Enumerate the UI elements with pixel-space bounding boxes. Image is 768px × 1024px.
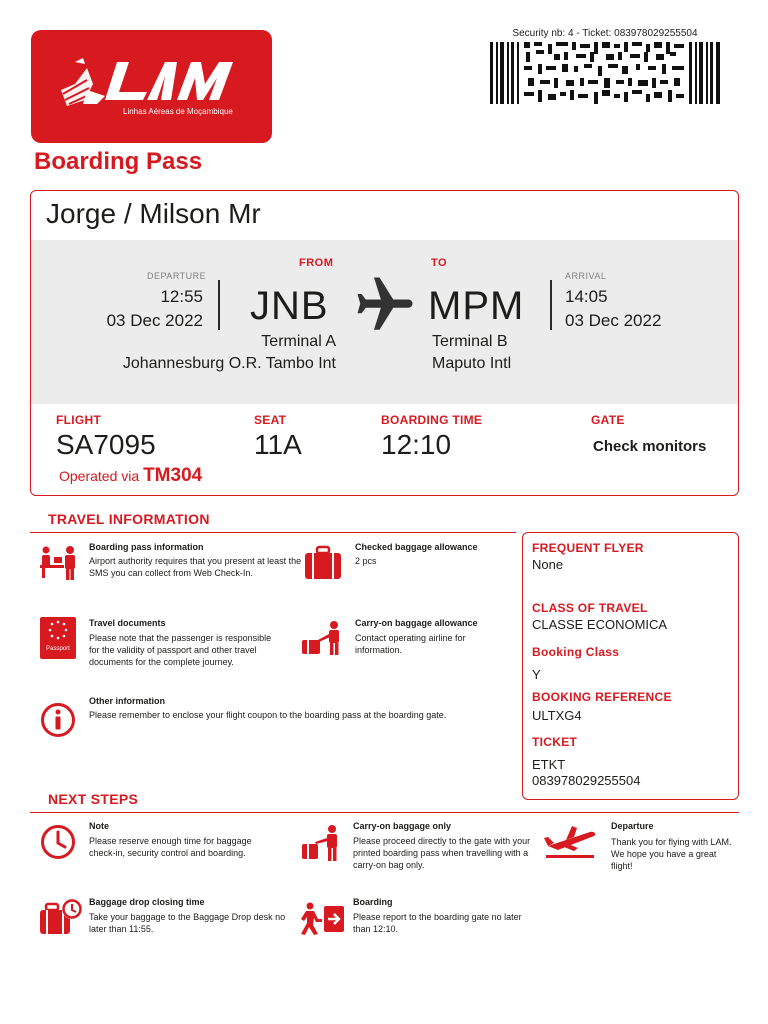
- airline-tagline: Linhas Aéreas de Moçambique: [123, 107, 233, 116]
- step-title: Departure: [611, 821, 654, 831]
- travel-info-divider: [30, 532, 516, 533]
- step-text: Please proceed directly to the gate with your printed boarding pass when travelling with a carry-on bag only.: [353, 836, 531, 870]
- travel-item-title: Boarding pass information: [89, 542, 204, 552]
- travel-info-title: TRAVEL INFORMATION: [48, 511, 210, 527]
- operated-prefix: Operated via: [59, 468, 140, 484]
- travel-item-title: Other information: [89, 696, 165, 706]
- airline-logo: [31, 30, 272, 143]
- clock-icon: [40, 824, 76, 860]
- passport-icon-label: Passport: [46, 646, 70, 652]
- check-in-desk-icon: [38, 545, 80, 581]
- flight-label: FLIGHT: [56, 413, 102, 427]
- seat-number: 11A: [254, 429, 302, 460]
- airplane-icon: [352, 272, 418, 338]
- class-of-travel-value: CLASSE ECONOMICA: [532, 617, 668, 632]
- booking-class-label: Booking Class: [532, 645, 620, 659]
- lam-logo-icon: [57, 54, 247, 114]
- booking-reference-label: BOOKING REFERENCE: [532, 690, 672, 704]
- to-airport: Maputo Intl: [432, 355, 512, 372]
- arrival-divider: [550, 280, 552, 330]
- info-icon: [40, 702, 76, 738]
- frequent-flyer-value: None: [532, 557, 564, 572]
- operated-flight: TM304: [143, 465, 203, 486]
- travel-item-text: Please remember to enclose your flight coupon to the boarding pass at the boarding gate.: [89, 710, 447, 720]
- checked-baggage-icon: [303, 545, 343, 581]
- next-steps-title: NEXT STEPS: [48, 791, 139, 807]
- to-code: MPM: [428, 284, 525, 328]
- travel-item-title: Checked baggage allowance: [355, 542, 478, 552]
- booking-class-value: Y: [532, 667, 541, 682]
- step-title: Baggage drop closing time: [89, 897, 205, 907]
- departure-divider: [218, 280, 220, 330]
- passport-icon: [40, 617, 76, 659]
- travel-item-text: Airport authority requires that you present at least the SMS you can collect from Web Check-In.: [89, 556, 302, 578]
- operated-via: [59, 465, 202, 487]
- barcode-icon: [490, 42, 720, 104]
- next-steps-divider: [30, 812, 739, 813]
- departure-label: DEPARTURE: [147, 271, 207, 281]
- ticket-type: ETKT: [532, 757, 566, 772]
- departure-time: 12:55: [160, 287, 203, 306]
- frequent-flyer-label: FREQUENT FLYER: [532, 541, 644, 555]
- step-title: Boarding: [353, 897, 393, 907]
- arrival-time: 14:05: [565, 287, 608, 306]
- from-code: JNB: [250, 284, 329, 328]
- travel-item-text: 2 pcs: [355, 556, 377, 566]
- carry-on-passenger-icon: [298, 824, 346, 862]
- step-title: Carry-on baggage only: [353, 821, 452, 831]
- gate-value: Check monitors: [593, 438, 707, 455]
- baggage-drop-icon: [38, 898, 84, 936]
- travel-item-title: Carry-on baggage allowance: [355, 618, 478, 628]
- boarding-time-label: BOARDING TIME: [381, 413, 483, 427]
- arrival-label: ARRIVAL: [565, 271, 607, 281]
- class-of-travel-label: CLASS OF TRAVEL: [532, 601, 648, 615]
- travel-item-text: Please note that the passenger is responsible for the validity of passport and other travel documents for the complete journey.: [89, 633, 272, 667]
- boarding-gate-icon: [300, 902, 346, 936]
- carry-on-baggage-icon: [298, 620, 346, 656]
- flight-number: SA7095: [56, 429, 156, 460]
- security-ticket-text: Security nb: 4 - Ticket: 083978029255504: [512, 28, 698, 39]
- passport-stars-icon: [40, 617, 76, 645]
- step-text: Please reserve enough time for baggage check-in, security control and boarding.: [89, 836, 252, 858]
- passenger-name: Jorge / Milson Mr: [46, 198, 261, 229]
- step-text: Thank you for flying with LAM. We hope you have a great flight!: [611, 837, 732, 871]
- step-text: Take your baggage to the Baggage Drop desk no later than 11:55.: [89, 912, 286, 934]
- from-label: FROM: [299, 257, 334, 269]
- boarding-time: 12:10: [381, 429, 452, 460]
- page-title: Boarding Pass: [34, 148, 203, 175]
- travel-item-text: Contact operating airline for information.: [355, 633, 466, 655]
- gate-label: GATE: [591, 413, 625, 427]
- to-terminal: Terminal B: [432, 333, 508, 350]
- arrival-date: 03 Dec 2022: [565, 311, 662, 330]
- ticket-number: 083978029255504: [532, 773, 641, 788]
- departure-date: 03 Dec 2022: [106, 311, 203, 330]
- departure-plane-icon: [542, 824, 598, 860]
- seat-label: SEAT: [254, 413, 287, 427]
- travel-item-title: Travel documents: [89, 618, 166, 628]
- booking-reference-value: ULTXG4: [532, 708, 582, 723]
- step-text: Please report to the boarding gate no later than 12:10.: [353, 912, 522, 934]
- step-title: Note: [89, 821, 109, 831]
- ticket-label: TICKET: [532, 735, 578, 749]
- from-airport: Johannesburg O.R. Tambo Int: [122, 355, 336, 372]
- to-label: TO: [431, 257, 448, 269]
- from-terminal: Terminal A: [261, 333, 336, 350]
